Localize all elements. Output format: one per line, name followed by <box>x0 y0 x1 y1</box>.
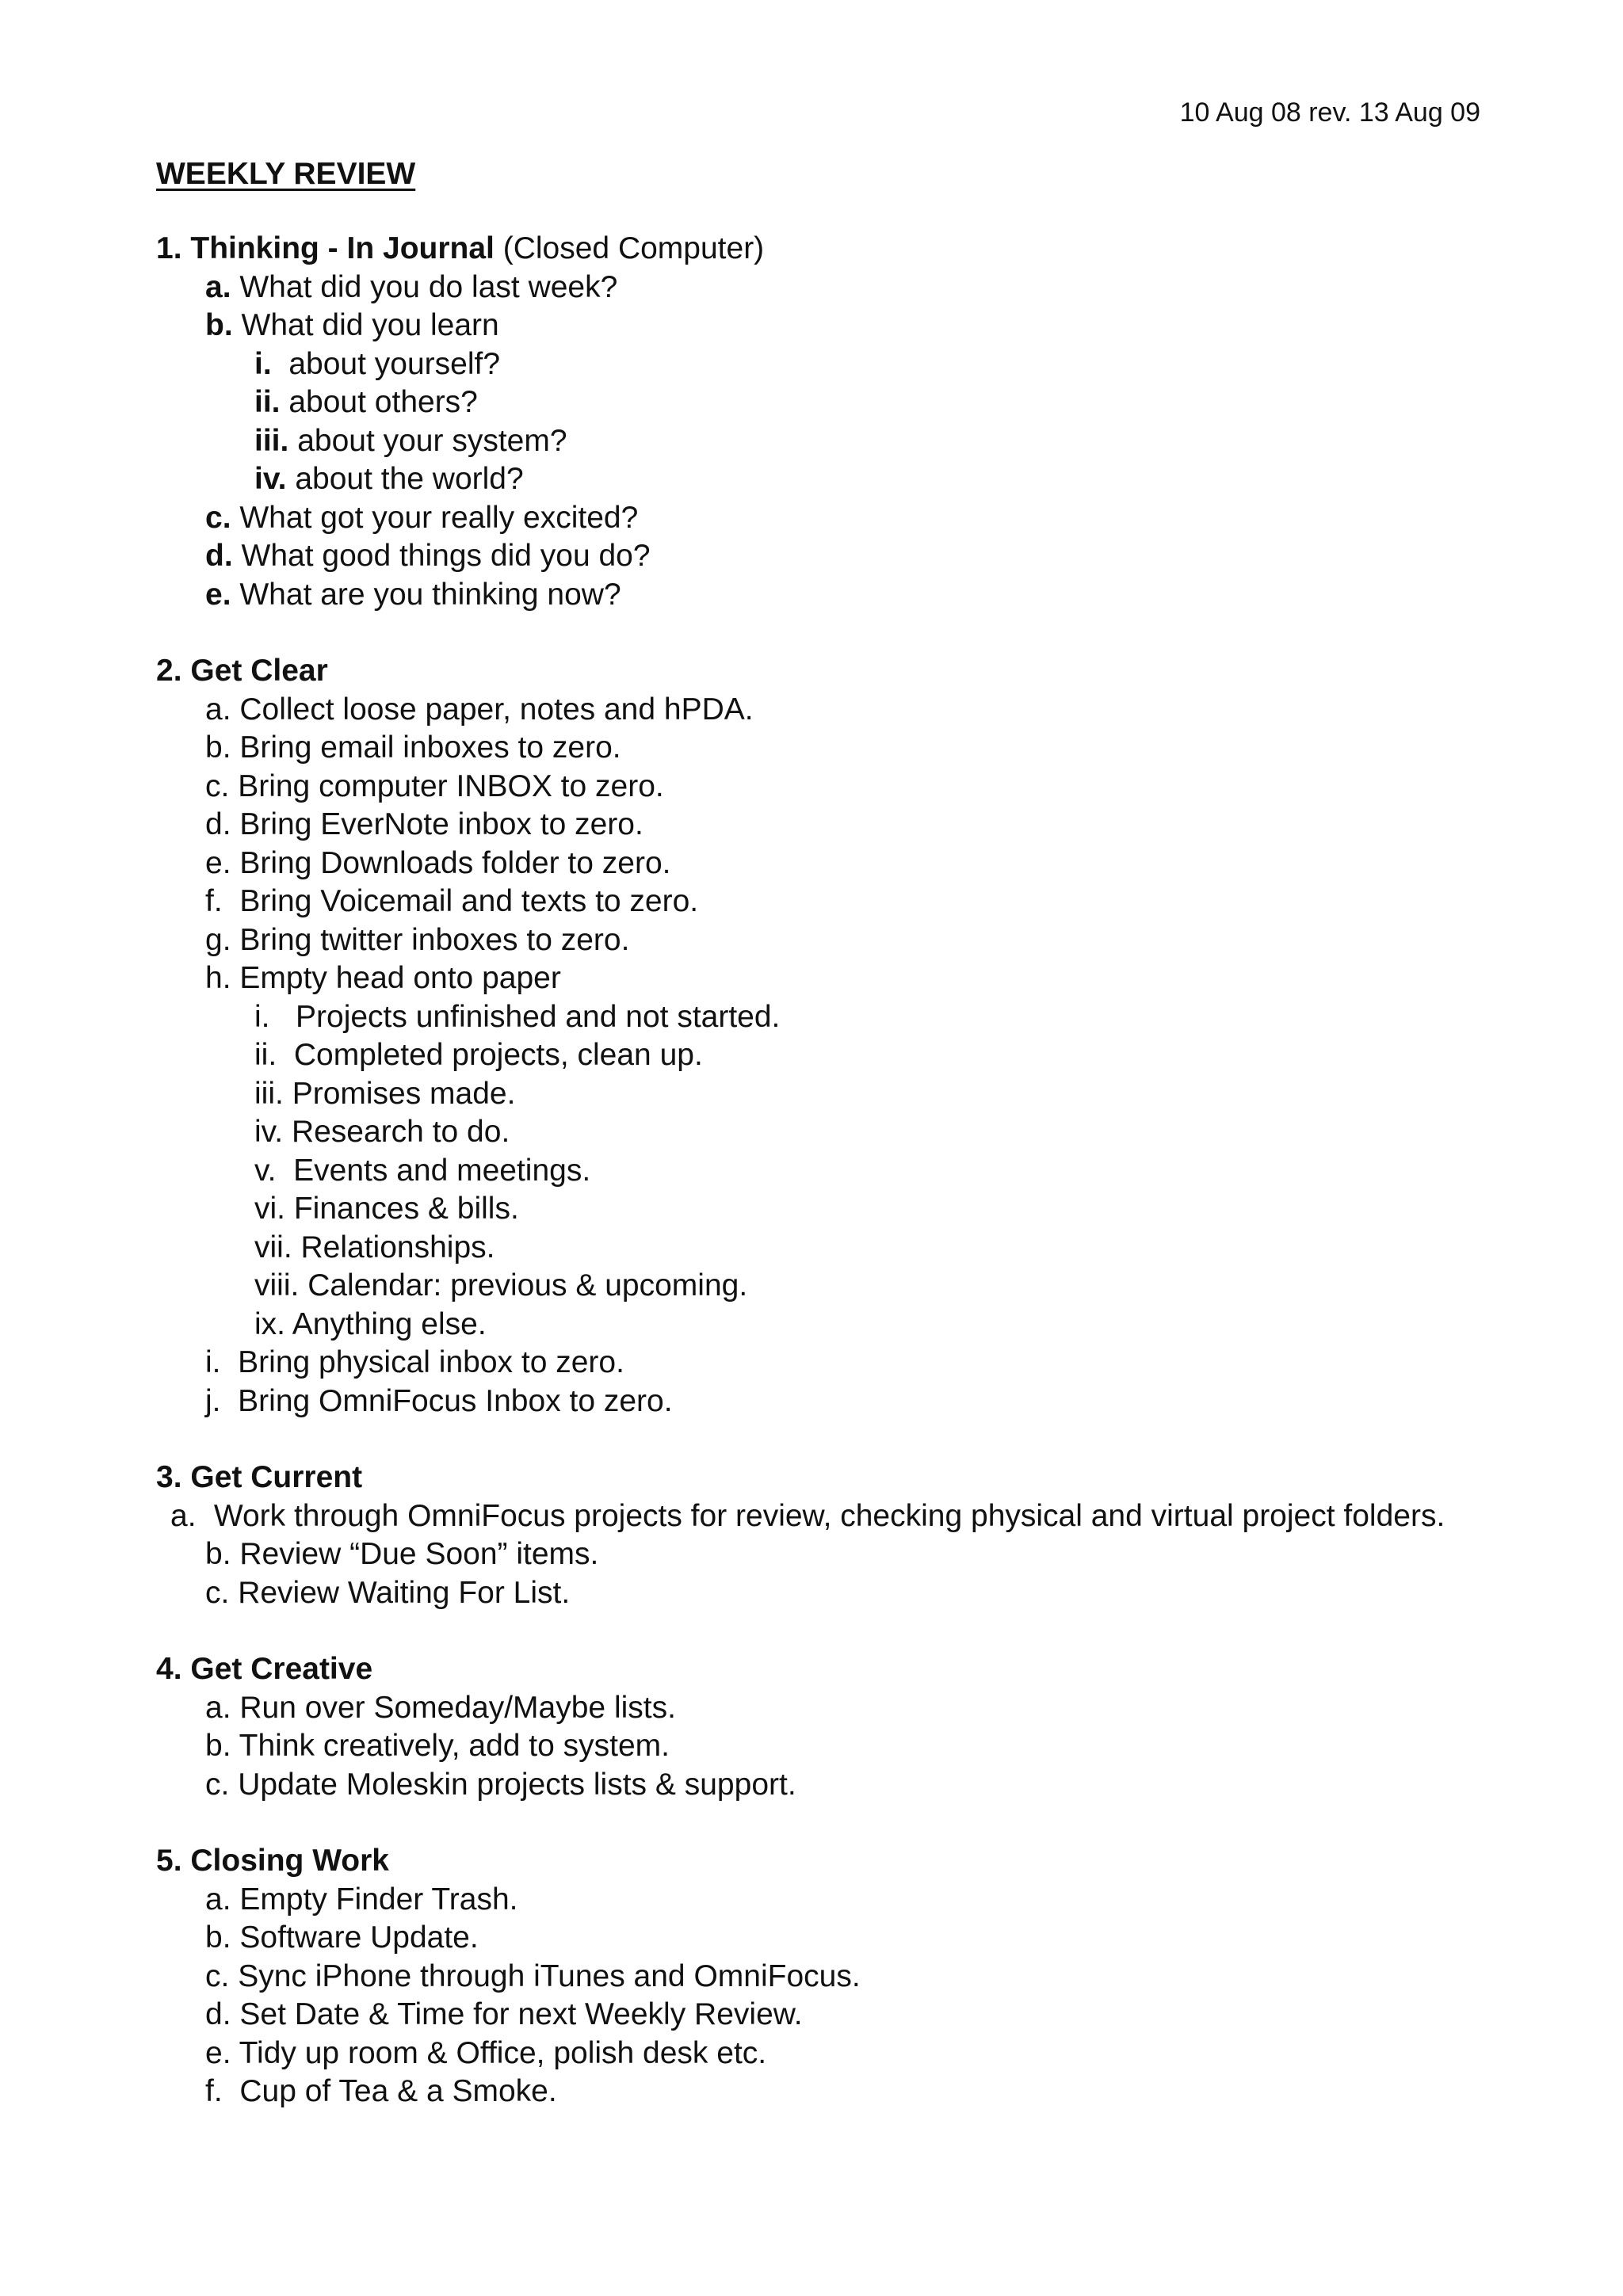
list-item: b. Bring email inboxes to zero. <box>205 730 621 765</box>
list-item: c. Bring computer INBOX to zero. <box>205 769 664 803</box>
list-item: a. What did you do last week? <box>205 269 618 304</box>
list-subitem: v. Events and meetings. <box>254 1153 591 1188</box>
section-get-creative <box>156 1650 1487 1804</box>
section-number: 1. <box>156 231 182 265</box>
document-title: WEEKLY REVIEW <box>156 157 416 191</box>
list-item: b. What did you learn <box>205 308 499 342</box>
section-heading <box>156 1650 1487 1689</box>
section-title: Get Clear <box>190 654 328 688</box>
list-subitem: ii. Completed projects, clean up. <box>254 1038 703 1072</box>
list-item: c. What got your really excited? <box>205 500 639 535</box>
list-item: e. What are you thinking now? <box>205 577 621 612</box>
document-body <box>156 230 1487 2149</box>
section-heading <box>156 652 1487 691</box>
section-heading <box>156 230 1487 269</box>
section-title: Closing Work <box>190 1844 389 1878</box>
list-subitem: iv. Research to do. <box>254 1115 510 1149</box>
list-item: f. Cup of Tea & a Smoke. <box>205 2074 557 2108</box>
list-subitem: vi. Finances & bills. <box>254 1192 519 1226</box>
list-item: j. Bring OmniFocus Inbox to zero. <box>205 1383 673 1418</box>
section-heading <box>156 1842 1487 1881</box>
section-heading <box>156 1459 1487 1497</box>
list-item: c. Sync iPhone through iTunes and OmniFocus. <box>205 1958 861 1993</box>
list-item: g. Bring twitter inboxes to zero. <box>205 922 630 957</box>
list-item: a. Collect loose paper, notes and hPDA. <box>205 692 754 727</box>
list-subitem: i. about yourself? <box>254 346 501 381</box>
list-item: d. Bring EverNote inbox to zero. <box>205 807 643 841</box>
section-title: Thinking - In Journal <box>190 231 495 265</box>
list-item: e. Tidy up room & Office, polish desk etc. <box>205 2035 767 2070</box>
list-subitem: vii. Relationships. <box>254 1230 495 1264</box>
section-title: Get Current <box>190 1460 363 1494</box>
revision-date: 10 Aug 08 rev. 13 Aug 09 <box>1179 97 1480 128</box>
section-closing-work <box>156 1842 1487 2111</box>
list-item: c. Update Moleskin projects lists & support. <box>205 1767 796 1802</box>
section-number: 5. <box>156 1844 182 1878</box>
list-item: a. Run over Someday/Maybe lists. <box>205 1690 676 1725</box>
list-item: d. Set Date & Time for next Weekly Review. <box>205 1997 803 2031</box>
section-get-clear <box>156 652 1487 1421</box>
section-note: (Closed Computer) <box>502 231 765 265</box>
list-item: f. Bring Voicemail and texts to zero. <box>205 884 699 918</box>
section-number: 3. <box>156 1460 182 1494</box>
list-subitem: ii. about others? <box>254 385 478 419</box>
list-subitem: iii. Promises made. <box>254 1076 516 1111</box>
list-item: d. What good things did you do? <box>205 539 651 573</box>
list-item: b. Review “Due Soon” items. <box>205 1537 599 1571</box>
section-number: 2. <box>156 654 182 688</box>
section-thinking <box>156 230 1487 614</box>
list-item: e. Bring Downloads folder to zero. <box>205 845 671 880</box>
list-subitem: viii. Calendar: previous & upcoming. <box>254 1268 748 1302</box>
list-item: h. Empty head onto paper <box>205 961 561 995</box>
list-item: b. Think creatively, add to system. <box>205 1729 670 1763</box>
list-item: c. Review Waiting For List. <box>205 1575 571 1610</box>
list-item: b. Software Update. <box>205 1920 479 1955</box>
section-title: Get Creative <box>190 1652 373 1686</box>
list-subitem: iv. about the world? <box>254 462 524 496</box>
list-item: a. Work through OmniFocus projects for review, checking physical and virtual project folders. <box>170 1498 1445 1533</box>
list-subitem: iii. about your system? <box>254 423 567 458</box>
list-item: i. Bring physical inbox to zero. <box>205 1345 624 1379</box>
section-number: 4. <box>156 1652 182 1686</box>
section-get-current <box>156 1459 1487 1612</box>
list-item: a. Empty Finder Trash. <box>205 1882 518 1917</box>
list-subitem: ix. Anything else. <box>254 1306 487 1341</box>
list-subitem: i. Projects unfinished and not started. <box>254 999 781 1034</box>
